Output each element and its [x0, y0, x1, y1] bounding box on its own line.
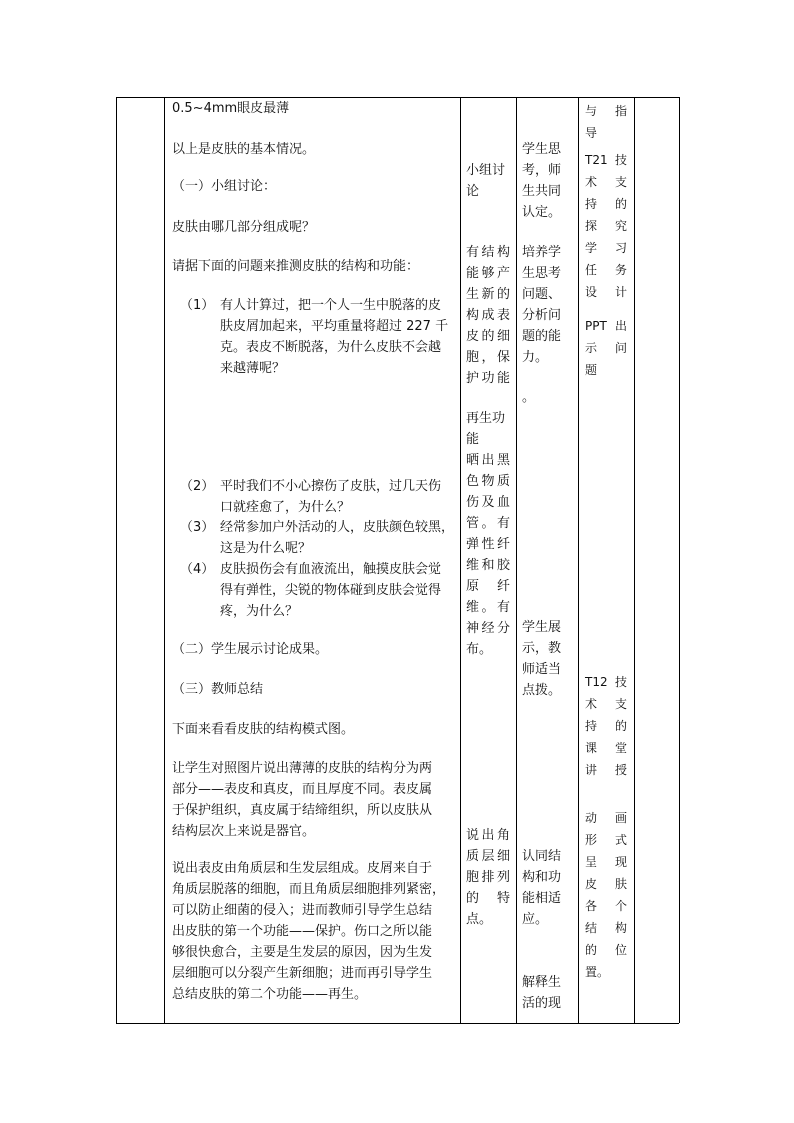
col4-line: 应。 — [522, 912, 549, 927]
col3-line: 有结构 — [466, 245, 510, 260]
question-1-number: （1） — [180, 298, 215, 313]
question-2-number: （2） — [180, 479, 215, 494]
question-1-line: 肤皮屑加起来，平均重量将超过 227 千 — [220, 319, 449, 334]
col3-line: 原 纤 — [466, 579, 510, 594]
col4-line: 能相适 — [522, 891, 562, 906]
col3-line: 论 — [466, 184, 480, 199]
paragraph-line: 够很快愈合，主要是生发层的原因，因为生发 — [172, 945, 433, 960]
col5-line: 动 画 — [585, 811, 627, 825]
col3-block-stratum-corneum — [466, 825, 510, 930]
col5-block-animation — [585, 808, 627, 984]
structure-diagram-intro: 下面来看看皮肤的结构模式图。 — [172, 722, 355, 737]
col3-line: 神经分 — [466, 621, 510, 636]
col5-line: 呈 现 — [585, 855, 627, 869]
col5-line: 探 究 — [585, 219, 627, 233]
question-2 — [172, 476, 458, 518]
col5-line: 持 的 — [585, 197, 627, 211]
paragraph-line: 让学生对照图片说出薄薄的皮肤的结构分为两 — [172, 761, 433, 776]
paragraph-line: 出皮肤的第一个功能——保护。伤口之所以能 — [172, 924, 433, 939]
col3-block-discussion — [466, 160, 510, 202]
col5-line: T21 技 — [585, 153, 627, 167]
col3-line: 维。有 — [466, 600, 510, 615]
col4-block-adapt — [522, 846, 570, 930]
col5-line: 示 问 — [585, 341, 627, 355]
col3-block-protection — [466, 242, 510, 389]
col3-line: 胞排列 — [466, 870, 510, 885]
table-col-line-4 — [516, 97, 517, 1023]
col3-line: 构成表 — [466, 308, 510, 323]
question-2-line: 口就痊愈了，为什么？ — [220, 500, 351, 515]
col4-line: 活的现 — [522, 996, 562, 1011]
col3-line: 质层细 — [466, 849, 510, 864]
col4-line: 师适当 — [522, 662, 562, 677]
col5-line: 讲 授 — [585, 763, 627, 777]
instruction-line: 请据下面的问题来推测皮肤的结构和功能： — [172, 259, 420, 274]
col3-line: 色物质 — [466, 474, 510, 489]
col3-line: 能 — [466, 432, 480, 447]
col4-block-ability — [522, 242, 570, 368]
col5-block-t21 — [585, 150, 627, 304]
question-3-text — [220, 517, 458, 559]
paragraph-line: 部分——表皮和真皮，而且厚度不同。表皮属 — [172, 782, 433, 797]
col4-line: 解释生 — [522, 975, 562, 990]
table-col-line-3 — [460, 97, 461, 1023]
col5-line: PPT 出 — [585, 319, 627, 333]
col3-line: 维和胶 — [466, 558, 510, 573]
paragraph-line: 层细胞可以分裂产生新细胞；进而再引导学生 — [172, 966, 433, 981]
paragraph-structure — [172, 758, 458, 842]
paragraph-functions — [172, 858, 458, 1005]
col4-line: 培养学 — [522, 245, 562, 260]
question-4-number: （4） — [180, 562, 215, 577]
col3-line: 能够产 — [466, 266, 510, 281]
col4-line: 构和功 — [522, 870, 562, 885]
col5-line: 任 务 — [585, 263, 627, 277]
table-bottom-border — [116, 1023, 679, 1024]
question-3-number: （3） — [180, 520, 215, 535]
col5-line: 的 位 — [585, 943, 627, 957]
question-2-text — [220, 476, 458, 518]
section-student-display: （二）学生展示讨论成果。 — [172, 642, 329, 657]
question-4-line: 得有弹性，尖锐的物体碰到皮肤会觉得 — [220, 583, 442, 598]
paragraph-line: 角质层脱落的细胞，而且角质层细胞排列紧密， — [172, 882, 446, 897]
col5-block-ppt — [585, 316, 627, 382]
col4-block-period — [522, 387, 570, 408]
col5-line: 皮 肤 — [585, 877, 627, 891]
col4-line: 点拨。 — [522, 683, 562, 698]
section-group-discussion: （一）小组讨论： — [172, 179, 277, 194]
col4-block-think — [522, 139, 570, 223]
table-col-line-6 — [634, 97, 635, 1023]
question-1-line: 有人计算过，把一个人一生中脱落的皮 — [220, 298, 442, 313]
col3-line: 生新的 — [466, 287, 510, 302]
col3-line: 护功能 — [466, 371, 510, 386]
col5-line: 导 — [585, 126, 598, 140]
col3-line: 小组讨 — [466, 163, 506, 178]
question-4-line: 皮肤损伤会有血液流出，触摸皮肤会觉 — [220, 562, 442, 577]
question-composition: 皮肤由哪几部分组成呢？ — [172, 220, 316, 235]
col3-line: 的 特 — [466, 891, 510, 906]
col3-line: 布。 — [466, 642, 493, 657]
col5-block-guide — [585, 101, 627, 145]
col5-line: 持 的 — [585, 719, 627, 733]
summary-line: 以上是皮肤的基本情况。 — [172, 142, 316, 157]
question-4-text — [220, 559, 458, 622]
question-3 — [172, 517, 458, 559]
question-4-line: 疼，为什么？ — [220, 604, 299, 619]
col4-line: 问题、 — [522, 287, 562, 302]
col4-line: 。 — [522, 390, 536, 405]
col3-line: 管。有 — [466, 516, 510, 531]
col5-block-t12 — [585, 672, 627, 782]
col3-line: 皮的细 — [466, 329, 510, 344]
col5-line: 形 式 — [585, 833, 627, 847]
table-col-line-7 — [679, 97, 680, 1023]
section-teacher-summary: （三）教师总结 — [172, 682, 264, 697]
paragraph-line: 说出表皮由角质层和生发层组成。皮屑来自于 — [172, 861, 433, 876]
table-col-line-5 — [578, 97, 579, 1023]
col5-line: 术 支 — [585, 175, 627, 189]
question-1-text — [220, 295, 458, 379]
col4-line: 生思考 — [522, 266, 562, 281]
paragraph-line: 于保护组织，真皮属于结缔组织，所以皮肤从 — [172, 803, 433, 818]
question-3-line: 这是为什么呢？ — [220, 541, 312, 556]
col3-line: 说出角 — [466, 828, 510, 843]
question-3-line: 经常参加户外活动的人，皮肤颜色较黑， — [220, 520, 455, 535]
col4-line: 生共同 — [522, 184, 562, 199]
col3-line: 点。 — [466, 912, 493, 927]
col5-line: 设 计 — [585, 285, 627, 299]
col4-line: 认定。 — [522, 205, 562, 220]
col4-block-explain — [522, 972, 570, 1014]
thickness-note: 0.5~4mm眼皮最薄 — [172, 101, 290, 116]
col4-line: 分析问 — [522, 308, 562, 323]
col4-line: 学生展 — [522, 620, 562, 635]
col5-line: 各 个 — [585, 899, 627, 913]
col5-line: 与 指 — [585, 104, 627, 118]
col4-line: 力。 — [522, 350, 549, 365]
col3-line: 晒出黑 — [466, 453, 510, 468]
col4-line: 认同结 — [522, 849, 562, 864]
col3-line: 弹性纤 — [466, 537, 510, 552]
col5-line: T12 技 — [585, 675, 627, 689]
col5-line: 课 堂 — [585, 741, 627, 755]
col4-line: 题的能 — [522, 329, 562, 344]
paragraph-line: 可以防止细菌的侵入；进而教师引导学生总结 — [172, 903, 433, 918]
col3-block-regeneration — [466, 408, 510, 450]
paragraph-line: 结构层次上来说是器官。 — [172, 824, 316, 839]
col5-line: 术 支 — [585, 697, 627, 711]
col5-line: 结 构 — [585, 921, 627, 935]
col5-line: 置。 — [585, 965, 610, 979]
col4-line: 考，师 — [522, 163, 562, 178]
question-1-line: 来越薄呢？ — [220, 361, 286, 376]
col4-block-display — [522, 617, 570, 701]
col5-line: 题 — [585, 363, 598, 377]
table-col-line-1 — [116, 97, 117, 1023]
paragraph-line: 总结皮肤的第二个功能——再生。 — [172, 987, 368, 1002]
col3-line: 胞，保 — [466, 350, 510, 365]
table-top-border — [116, 97, 679, 98]
question-4 — [172, 559, 458, 622]
col3-block-dermis — [466, 450, 510, 660]
col4-line: 示，教 — [522, 641, 562, 656]
question-1-line: 克。表皮不断脱落，为什么皮肤不会越 — [220, 340, 442, 355]
question-2-line: 平时我们不小心擦伤了皮肤，过几天伤 — [220, 479, 442, 494]
question-1 — [172, 295, 458, 379]
col4-line: 学生思 — [522, 142, 562, 157]
col3-line: 伤及血 — [466, 495, 510, 510]
table-col-line-2 — [164, 97, 165, 1023]
col3-line: 再生功 — [466, 411, 506, 426]
col5-line: 学 习 — [585, 241, 627, 255]
